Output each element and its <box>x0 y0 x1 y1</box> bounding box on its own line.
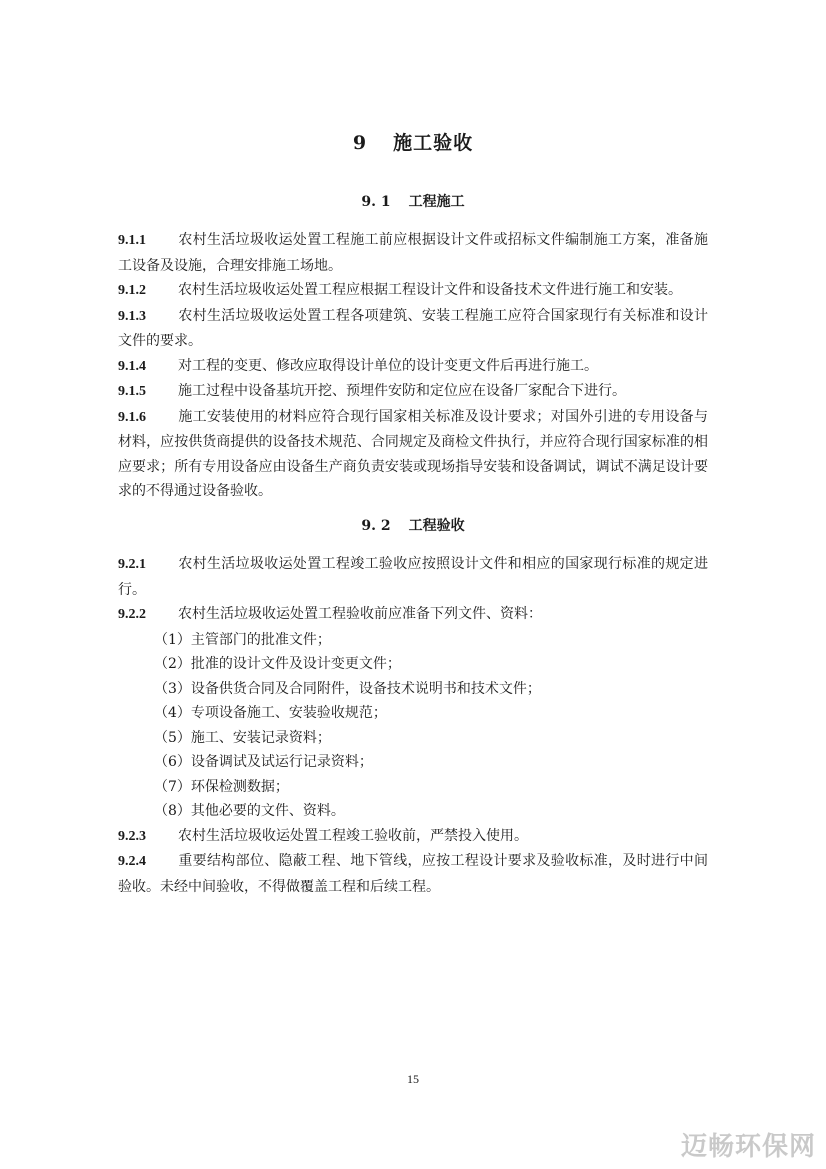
clause-9-1-6 <box>118 405 708 504</box>
clause-number: 9.1.2 <box>118 283 146 298</box>
clause-9-2-2 <box>118 602 708 628</box>
list-item: （1）主管部门的批准文件； <box>154 631 331 648</box>
clause-9-2-1 <box>118 552 708 602</box>
section-number: 9. 2 <box>361 518 391 534</box>
clause-9-1-3 <box>118 304 708 354</box>
clause-number: 9.1.1 <box>118 233 146 248</box>
chapter-number: 9 <box>352 132 368 154</box>
list-item: （3）设备供货合同及合同附件，设备技术说明书和技术文件； <box>154 680 541 697</box>
clause-number: 9.2.1 <box>118 557 146 572</box>
section-title-9-1 <box>0 191 826 211</box>
list-item: （6）设备调试及试运行记录资料； <box>154 754 373 770</box>
clause-number: 9.2.4 <box>118 854 146 869</box>
chapter-title <box>0 128 826 155</box>
clause-number: 9.2.2 <box>118 607 146 622</box>
clause-text: 施工过程中设备基坑开挖、预埋件安防和定位应在设备厂家配合下进行。 <box>178 383 626 399</box>
clause-text: 施工安装使用的材料应符合现行国家相关标准及设计要求；对国外引进的专用设备与材料，应按供货商提供的设备技术规范、合同规定及商检文件执行，并应符合现行国家标准的相应要求；所有专用设备应由设备生产商负责安装或现场指导安装和设备调试，调试不满足设计要求的不得通过设备验收。 <box>118 408 708 499</box>
clause-text: 对工程的变更、修改应取得设计单位的设计变更文件后再进行施工。 <box>178 357 598 374</box>
section-title-text: 工程施工 <box>408 194 465 210</box>
clause-number: 9.1.5 <box>118 384 146 399</box>
section-body-9-2 <box>118 552 708 899</box>
section-title-text: 工程验收 <box>408 518 465 534</box>
clause-9-1-4 <box>118 354 708 380</box>
clause-number: 9.1.6 <box>118 409 146 425</box>
section-number: 9. 1 <box>361 194 391 210</box>
clause-9-1-1 <box>118 228 708 278</box>
clause-9-2-4 <box>118 849 708 899</box>
clause-9-2-3 <box>118 824 708 850</box>
list-item: （5）施工、安装记录资料； <box>154 729 331 746</box>
chapter-title-text: 施工验收 <box>393 132 474 154</box>
list-item: （8）其他必要的文件、资料。 <box>154 803 345 819</box>
clause-number: 9.1.4 <box>118 358 146 374</box>
list-item: （4）专项设备施工、安装验收规范； <box>154 705 387 721</box>
list-item: （7）环保检测数据； <box>154 778 289 795</box>
clause-text: 农村生活垃圾收运处置工程各项建筑、安装工程施工应符合国家现行有关标准和设计文件的要求。 <box>118 307 708 349</box>
clause-text: 重要结构部位、隐蔽工程、地下管线，应按工程设计要求及验收标准，及时进行中间验收。未经中间验收，不得做覆盖工程和后续工程。 <box>118 853 708 895</box>
section-title-9-2 <box>0 515 826 535</box>
clause-number: 9.1.3 <box>118 308 146 324</box>
clause-text: 农村生活垃圾收运处置工程应根据工程设计文件和设备技术文件进行施工和安装。 <box>178 282 682 298</box>
page-number: 15 <box>407 1072 419 1086</box>
section-body-9-1 <box>118 228 708 504</box>
clause-text: 农村生活垃圾收运处置工程竣工验收前，严禁投入使用。 <box>178 827 528 844</box>
site-watermark: 迈畅环保网 <box>680 1132 816 1162</box>
list-item: （2）批准的设计文件及设计变更文件； <box>154 656 401 672</box>
clause-text: 农村生活垃圾收运处置工程竣工验收应按照设计文件和相应的国家现行标准的规定进行。 <box>118 556 708 598</box>
clause-text: 农村生活垃圾收运处置工程验收前应准备下列文件、资料： <box>178 606 542 622</box>
clause-9-1-5 <box>118 379 708 405</box>
clause-number: 9.2.3 <box>118 828 146 844</box>
clause-9-1-2 <box>118 278 708 304</box>
clause-text: 农村生活垃圾收运处置工程施工前应根据设计文件或招标文件编制施工方案，准备施工设备及设施，合理安排施工场地。 <box>118 232 708 274</box>
